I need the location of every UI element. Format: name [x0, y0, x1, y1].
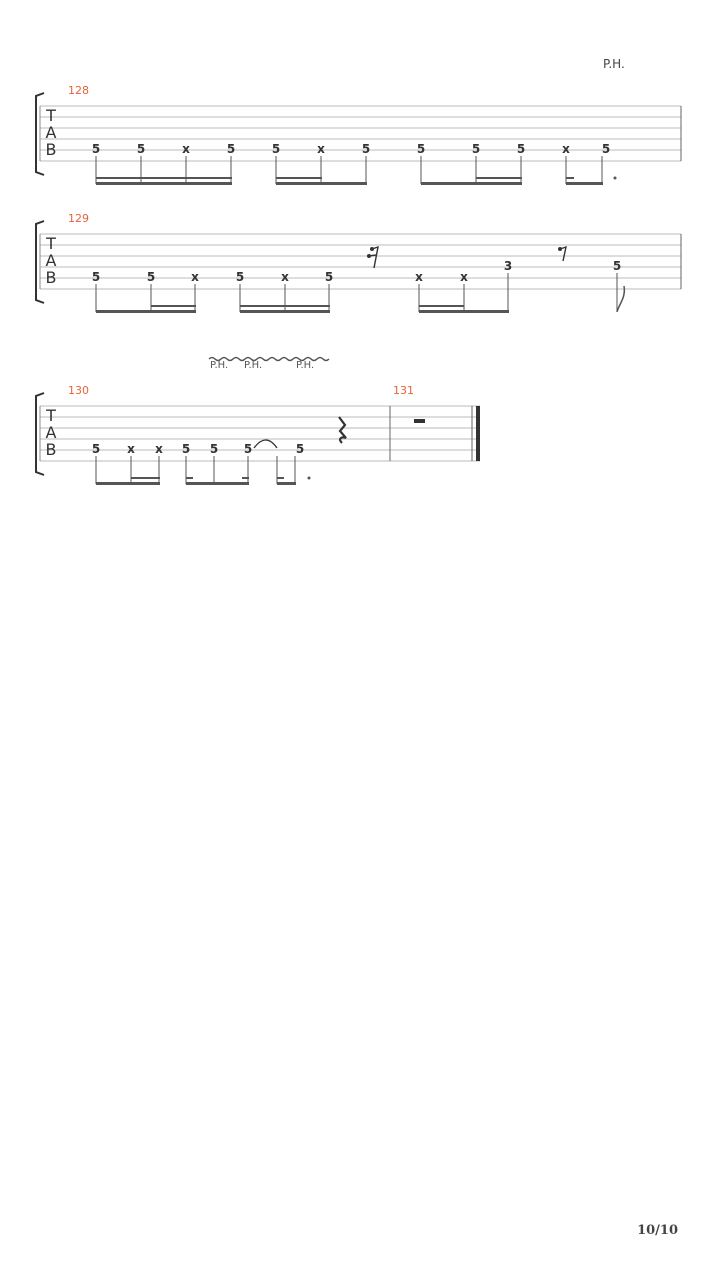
measure-number: 131	[393, 384, 414, 397]
note-beams	[96, 477, 311, 486]
tab-clef-b: B	[45, 268, 57, 287]
system-3	[36, 358, 480, 486]
fret-number: 5	[146, 270, 156, 284]
eighth-note-flag	[617, 286, 624, 312]
fret-number: 5	[235, 270, 245, 284]
sixteenth-rest	[367, 247, 378, 268]
tab-clef-t: T	[46, 106, 56, 125]
measure-number: 129	[68, 212, 89, 225]
palm-harmonic-label: P.H.	[603, 57, 625, 71]
system-1	[36, 84, 681, 185]
staff-lines	[40, 234, 681, 289]
fret-number: 5	[136, 142, 146, 156]
note-beams	[96, 305, 509, 313]
measure-number: 128	[68, 84, 89, 97]
tab-clef-t: T	[46, 406, 56, 425]
fret-numbers	[92, 442, 304, 456]
measure-number: 130	[68, 384, 89, 397]
fret-number: 5	[91, 442, 101, 456]
fret-number: x	[281, 270, 289, 284]
fret-number: 5	[243, 442, 253, 456]
fret-number: 5	[91, 142, 101, 156]
fret-number: 5	[601, 142, 611, 156]
tab-clef-b: B	[45, 440, 57, 459]
fret-number: 3	[503, 259, 513, 273]
fret-number: 5	[181, 442, 191, 456]
fret-number: 5	[209, 442, 219, 456]
fret-number: 5	[226, 142, 236, 156]
fret-number: 5	[295, 442, 305, 456]
tie-arc	[254, 440, 277, 448]
fret-number: x	[191, 270, 199, 284]
fret-number: x	[562, 142, 570, 156]
fret-number: 5	[271, 142, 281, 156]
staff-lines	[40, 406, 480, 461]
fret-numbers	[92, 142, 610, 156]
eighth-rest	[558, 247, 566, 261]
palm-harmonic-label: P.H.	[244, 360, 263, 371]
palm-harmonic-label: P.H.	[296, 360, 315, 371]
tab-clef-b: B	[45, 140, 57, 159]
tab-clef-a: A	[45, 123, 57, 142]
fret-number: x	[460, 270, 468, 284]
fret-number: 5	[471, 142, 481, 156]
note-beams	[96, 177, 617, 186]
fret-number: 5	[612, 259, 622, 273]
fret-number: x	[415, 270, 423, 284]
fret-number: 5	[416, 142, 426, 156]
note-stems	[96, 156, 602, 184]
palm-harmonic-label: P.H.	[210, 360, 229, 371]
fret-number: 5	[91, 270, 101, 284]
tab-clef-t: T	[46, 234, 56, 253]
fret-number: 5	[324, 270, 334, 284]
final-barline-thick	[476, 406, 480, 461]
fret-number: x	[127, 442, 135, 456]
tab-clef-a: A	[45, 251, 57, 270]
fret-number: x	[317, 142, 325, 156]
fret-number: 5	[361, 142, 371, 156]
fret-numbers	[92, 259, 621, 284]
tab-clef-a: A	[45, 423, 57, 442]
fret-number: 5	[516, 142, 526, 156]
note-stems	[96, 456, 295, 484]
fret-number: x	[182, 142, 190, 156]
page-number: 10/10	[637, 1223, 678, 1238]
fret-number: x	[155, 442, 163, 456]
palm-harmonic-annotations	[209, 358, 329, 372]
half-rest	[414, 419, 425, 423]
system-2	[36, 212, 681, 313]
